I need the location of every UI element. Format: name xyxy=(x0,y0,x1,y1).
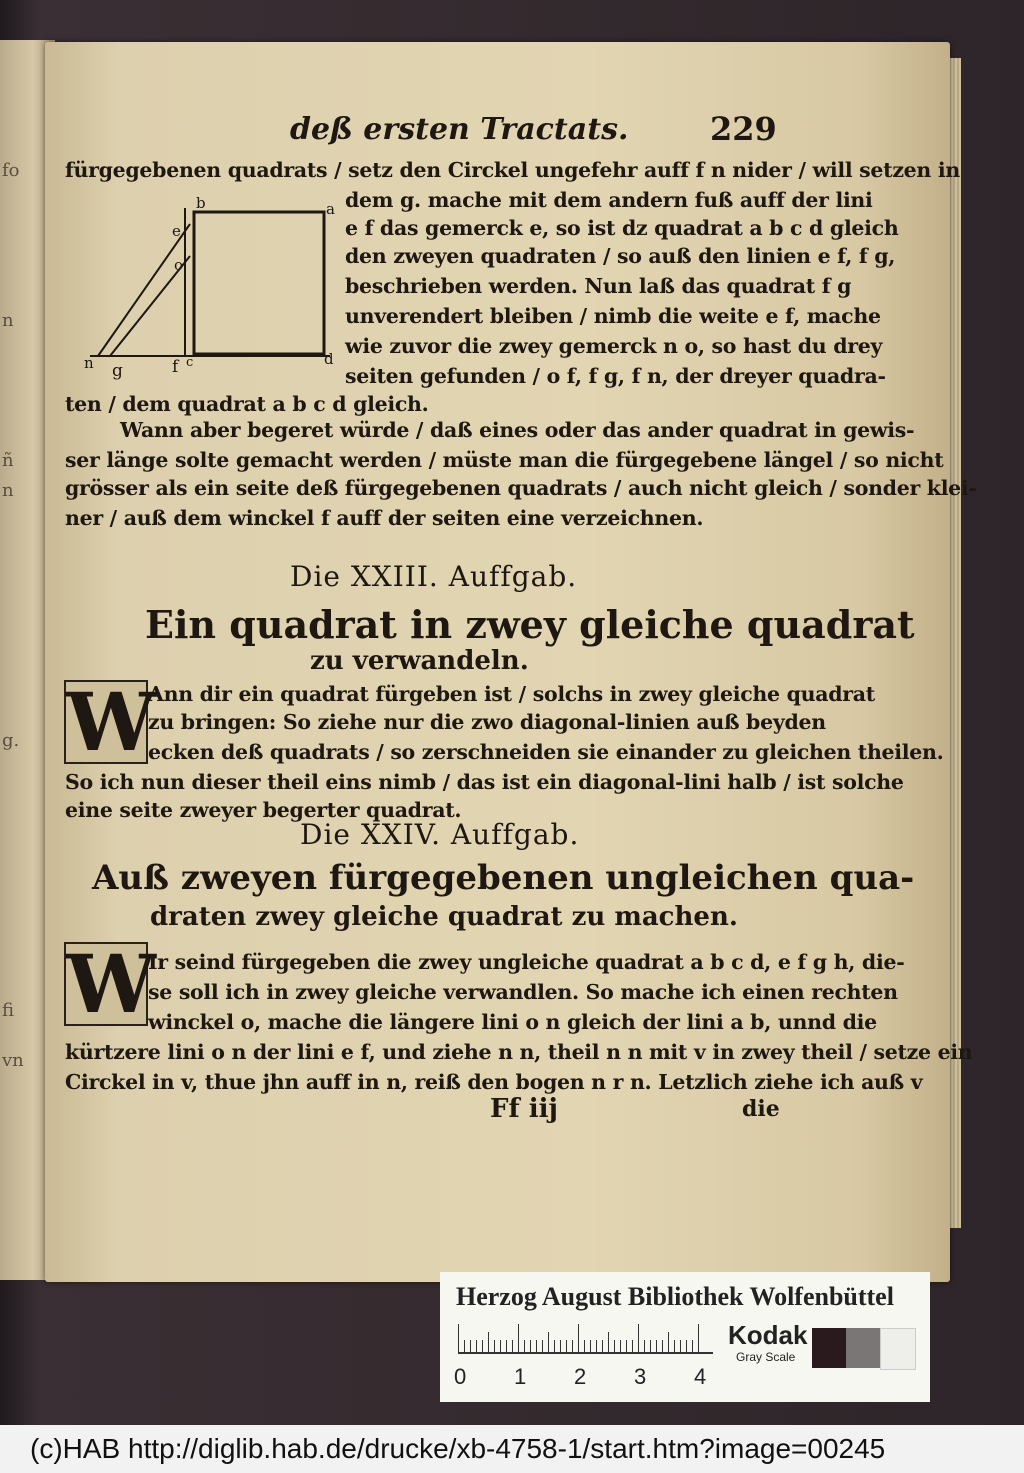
page-number: 229 xyxy=(710,110,777,148)
text-line: dem g. mache mit dem andern fuß auff der lini xyxy=(345,188,873,212)
gray-scale-label: Gray Scale xyxy=(736,1350,796,1364)
section-title: Ein quadrat in zwey gleiche quadrat xyxy=(145,602,915,647)
left-fragment: vn xyxy=(2,1050,24,1071)
text-line: Ir seind fürgegeben die zwey ungleiche quadrat a b c d, e f g h, die- xyxy=(148,950,905,974)
text-line: seiten gefunden / o f, f g, f n, der dreyer quadra- xyxy=(345,364,886,388)
line-ne xyxy=(98,224,190,356)
ruler-number: 3 xyxy=(634,1364,647,1389)
footer-bar xyxy=(0,1425,1024,1473)
text-line: den zweyen quadraten / so auß den linien e f, f g, xyxy=(345,244,896,268)
section-title: Auß zweyen fürgegebenen ungleichen qua- xyxy=(92,858,915,898)
text-line: Circkel in v, thue jhn auff in n, reiß den bogen n r n. Letzlich ziehe ich auß v xyxy=(65,1070,923,1094)
initial-letter: W xyxy=(66,675,156,769)
gray-patch-dark xyxy=(812,1328,846,1368)
left-fragment: fo xyxy=(2,160,20,181)
label-b: b xyxy=(196,194,206,212)
ruler-number: 4 xyxy=(694,1364,707,1389)
text-line: ecken deß quadrats / so zerschneiden sie einander zu gleichen theilen. xyxy=(148,740,944,764)
text-line: beschrieben werden. Nun laß das quadrat f g xyxy=(345,274,852,298)
text-line: zu bringen: So ziehe nur die zwo diagonal-linien auß beyden xyxy=(148,710,826,734)
text-line: grösser als ein seite deß fürgegebenen quadrats / auch nicht gleich / sonder klei- xyxy=(65,476,977,500)
text-line: winckel o, mache die längere lini o n gleich der lini a b, unnd die xyxy=(148,1010,877,1034)
text-line: kürtzere lini o n der lini e f, und ziehe n n, theil n n mit v in zwey theil / setze ein xyxy=(65,1040,973,1064)
gray-patch-mid xyxy=(846,1328,880,1368)
geometry-figure xyxy=(80,190,350,380)
left-fragment: fi xyxy=(2,1000,15,1021)
ruler xyxy=(458,1324,713,1354)
label-e: e xyxy=(172,222,181,240)
left-fragment: n xyxy=(2,310,14,331)
signature-mark: Ff iij xyxy=(490,1094,558,1124)
left-fragment: n xyxy=(2,480,14,501)
left-fragment: g. xyxy=(2,730,20,751)
ruler-number: 0 xyxy=(454,1364,467,1389)
section-subtitle: zu verwandeln. xyxy=(310,646,529,676)
ruler-number: 1 xyxy=(514,1364,527,1389)
text-line: wie zuvor die zwey gemerck n o, so hast du drey xyxy=(345,334,883,358)
catchword: die xyxy=(742,1096,780,1122)
text-line: unverendert bleiben / nimb die weite e f, mache xyxy=(345,304,881,328)
initial-letter: W xyxy=(66,937,156,1031)
ruler-number: 2 xyxy=(574,1364,587,1389)
label-a: a xyxy=(326,200,335,218)
label-d: d xyxy=(324,350,334,368)
square-abcd xyxy=(194,212,324,354)
running-header: deß ersten Tractats. xyxy=(290,112,629,147)
text-line: se soll ich in zwey gleiche verwandlen. So mache ich einen rechten xyxy=(148,980,898,1004)
text-line: So ich nun dieser theil eins nimb / das ist ein diagonal-lini halb / ist solche xyxy=(65,770,904,794)
text-line: ten / dem quadrat a b c d gleich. xyxy=(65,392,429,416)
text-line: ser länge solte gemacht werden / müste man die fürgegebene längel / so nicht xyxy=(65,448,944,472)
label-o: o xyxy=(174,256,184,274)
section-subtitle: draten zwey gleiche quadrat zu machen. xyxy=(150,902,738,932)
section-label: Die XXIII. Auffgab. xyxy=(290,560,578,593)
text-line: Ann dir ein quadrat fürgeben ist / solchs in zwey gleiche quadrat xyxy=(148,682,875,706)
label-n: n xyxy=(84,354,94,372)
text-line: fürgegebenen quadrats / setz den Circkel ungefehr auff f n nider / will setzen in xyxy=(65,158,960,182)
label-f: f xyxy=(172,357,179,377)
library-name: Herzog August Bibliothek Wolfenbüttel xyxy=(456,1282,894,1311)
text-line: e f das gemerck e, so ist dz quadrat a b c d gleich xyxy=(345,216,899,240)
label-g: g xyxy=(112,361,123,380)
text-line: eine seite zweyer begerter quadrat. xyxy=(65,798,462,822)
text-line: ner / auß dem winckel f auff der seiten eine verzeichnen. xyxy=(65,506,704,530)
text-line: Wann aber begeret würde / daß eines oder das ander quadrat in gewis- xyxy=(120,418,915,442)
label-c: c xyxy=(186,355,194,370)
section-label: Die XXIV. Auffgab. xyxy=(300,818,580,851)
left-fragment: ñ xyxy=(2,450,14,471)
gray-patch-light xyxy=(880,1328,916,1370)
archive-label xyxy=(440,1272,930,1402)
copyright-url: (c)HAB http://diglib.hab.de/drucke/xb-4758-1/start.htm?image=00245 xyxy=(30,1433,886,1464)
kodak-logo: Kodak xyxy=(728,1320,808,1350)
